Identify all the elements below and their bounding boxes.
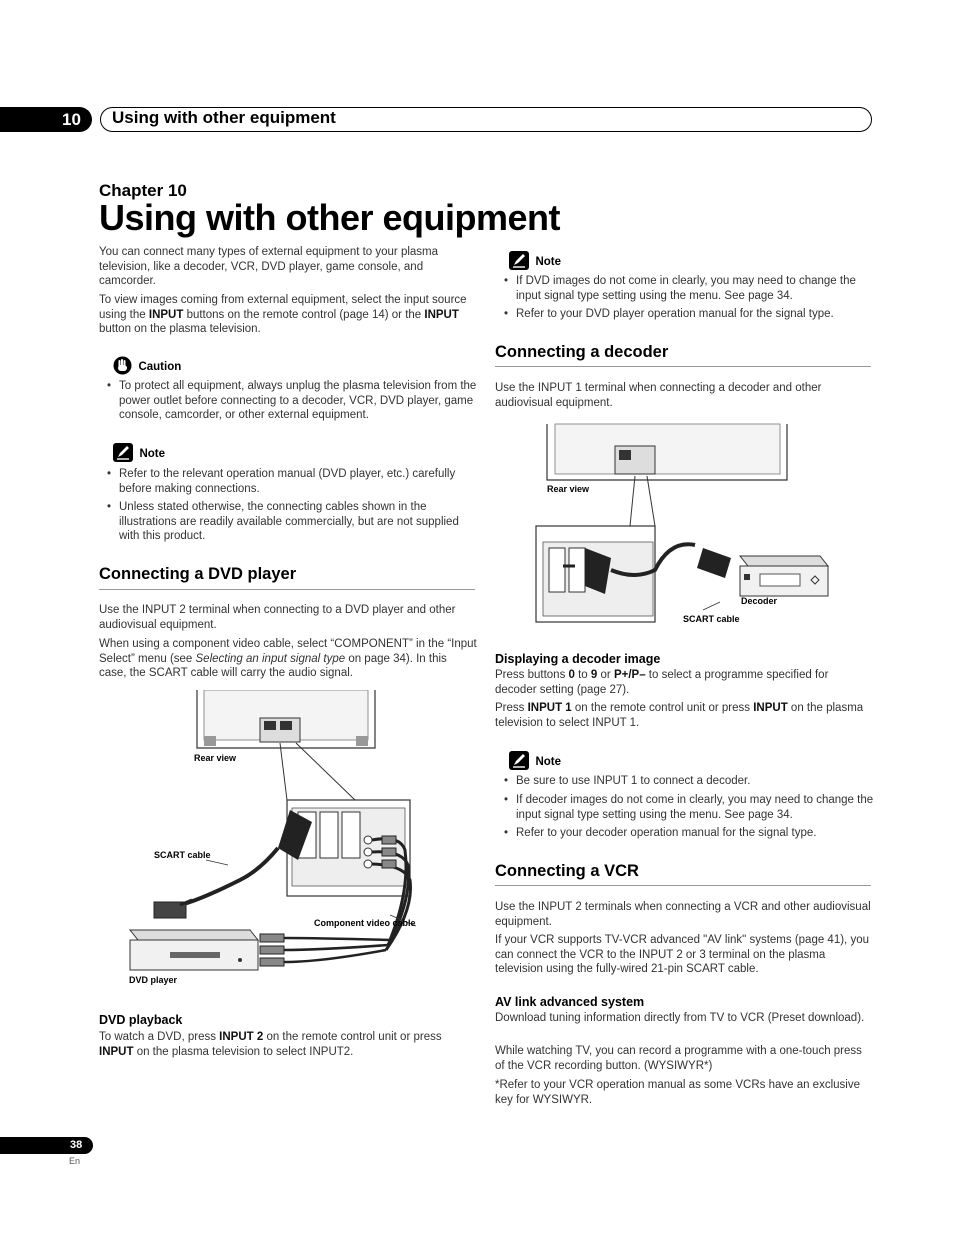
dvd-connection-diagram bbox=[120, 690, 430, 990]
note-item: • Refer to the relevant operation manual (DVD player, etc.) carefully before making connections. bbox=[99, 467, 477, 496]
decoder-heading-rule bbox=[495, 366, 871, 367]
dvd-heading: Connecting a DVD player bbox=[99, 565, 297, 583]
intro-paragraph-2: To view images coming from external equipment, select the input source using the INPUT buttons on the remote control (page 14) or the INPUT button on the plasma television. bbox=[99, 294, 467, 335]
intro-paragraph-1: You can connect many types of external equipment to your plasma television, like a decoder, VCR, DVD player, game console, and camcorder. bbox=[99, 246, 439, 287]
av-link-heading: AV link advanced system bbox=[495, 995, 645, 1009]
dvd-player-label: DVD player bbox=[129, 975, 178, 985]
av-link-text-2: While watching TV, you can record a programme with a one-touch press of the VCR recording button. (WYSIWYR*) bbox=[495, 1045, 862, 1072]
dvd-scart-cable-label: SCART cable bbox=[154, 850, 211, 860]
dvd-paragraph-2: When using a component video cable, select “COMPONENT” in the “Input Select” menu (see Selecting an input signal type on page 34). In this case, the SCART cable will carry the audio signal. bbox=[99, 638, 477, 679]
av-link-text-3: *Refer to your VCR operation manual as some VCRs have an exclusive key for WYSIWYR. bbox=[495, 1079, 860, 1106]
caution-hand-icon bbox=[113, 356, 132, 375]
language-code: En bbox=[69, 1156, 81, 1166]
decoder-label: Decoder bbox=[741, 596, 778, 606]
chapter-number-tab: 10 bbox=[0, 107, 92, 132]
caution-item: • To protect all equipment, always unplug the plasma television from the power outlet before connecting to a decoder, VCR, DVD player, game console, camcorder, or other external equipment. bbox=[99, 379, 477, 423]
decoder-connection-diagram bbox=[535, 420, 845, 630]
dvd-playback-heading: DVD playback bbox=[99, 1013, 183, 1027]
note-label: Note bbox=[139, 447, 166, 460]
chapter-label: Chapter 10 bbox=[99, 181, 187, 200]
note-pencil-icon bbox=[113, 443, 133, 462]
decoder-display-text-1: Press buttons 0 to 9 or P+/P– to select a programme specified for decoder setting (page 27). bbox=[495, 669, 829, 696]
vcr-paragraph-1: Use the INPUT 2 terminals when connecting a VCR and other audiovisual equipment. bbox=[495, 901, 871, 928]
vcr-heading-rule bbox=[495, 885, 871, 886]
note-item: • Refer to your decoder operation manual for the signal type. bbox=[496, 826, 872, 841]
note-item: • Unless stated otherwise, the connecting cables shown in the illustrations are readily available commercially, but are not supplied with this product. bbox=[99, 500, 477, 544]
decoder-paragraph-1: Use the INPUT 1 terminal when connecting a decoder and other audiovisual equipment. bbox=[495, 382, 822, 409]
decoder-rear-view-label: Rear view bbox=[547, 484, 590, 494]
caution-label: Caution bbox=[138, 360, 182, 373]
displaying-decoder-heading: Displaying a decoder image bbox=[495, 652, 661, 666]
dvd-component-cable-label: Component video cable bbox=[314, 918, 416, 928]
av-link-text-1: Download tuning information directly from TV to VCR (Preset download). bbox=[495, 1012, 865, 1024]
caution-heading bbox=[113, 356, 181, 375]
note-label: Note bbox=[535, 255, 562, 268]
note-item: • If DVD images do not come in clearly, you may need to change the input signal type setting using the menu. See page 34. bbox=[496, 274, 872, 303]
note-item: • If decoder images do not come in clearly, you may need to change the input signal type setting using the menu. See page 34. bbox=[496, 793, 892, 822]
note-heading bbox=[509, 251, 561, 270]
note-item: • Refer to your DVD player operation manual for the signal type. bbox=[496, 307, 872, 322]
page-title: Using with other equipment bbox=[99, 197, 560, 238]
dvd-playback-text: To watch a DVD, press INPUT 2 on the remote control unit or press INPUT on the plasma television to select INPUT2. bbox=[99, 1031, 442, 1058]
page-number: 38 bbox=[0, 1137, 93, 1154]
note-heading bbox=[509, 751, 561, 770]
decoder-display-text-2: Press INPUT 1 on the remote control unit or press INPUT on the plasma television to select INPUT 1. bbox=[495, 702, 864, 729]
dvd-heading-rule bbox=[99, 589, 475, 590]
vcr-paragraph-2: If your VCR supports TV-VCR advanced "AV link" systems (page 41), you can connect the VCR to the INPUT 2 or 3 terminal on the plasma television using the fully-wired 21-pin SCART cable. bbox=[495, 934, 869, 975]
decoder-heading: Connecting a decoder bbox=[495, 343, 669, 361]
header-title: Using with other equipment bbox=[112, 108, 336, 127]
decoder-scart-cable-label: SCART cable bbox=[683, 614, 740, 624]
note-pencil-icon bbox=[509, 251, 529, 270]
vcr-heading: Connecting a VCR bbox=[495, 862, 639, 880]
dvd-rear-view-label: Rear view bbox=[194, 753, 237, 763]
note-heading bbox=[113, 443, 165, 462]
note-pencil-icon bbox=[509, 751, 529, 770]
note-item: • Be sure to use INPUT 1 to connect a decoder. bbox=[496, 774, 872, 789]
dvd-paragraph-1: Use the INPUT 2 terminal when connecting to a DVD player and other audiovisual equipment. bbox=[99, 604, 456, 631]
note-label: Note bbox=[535, 755, 562, 768]
